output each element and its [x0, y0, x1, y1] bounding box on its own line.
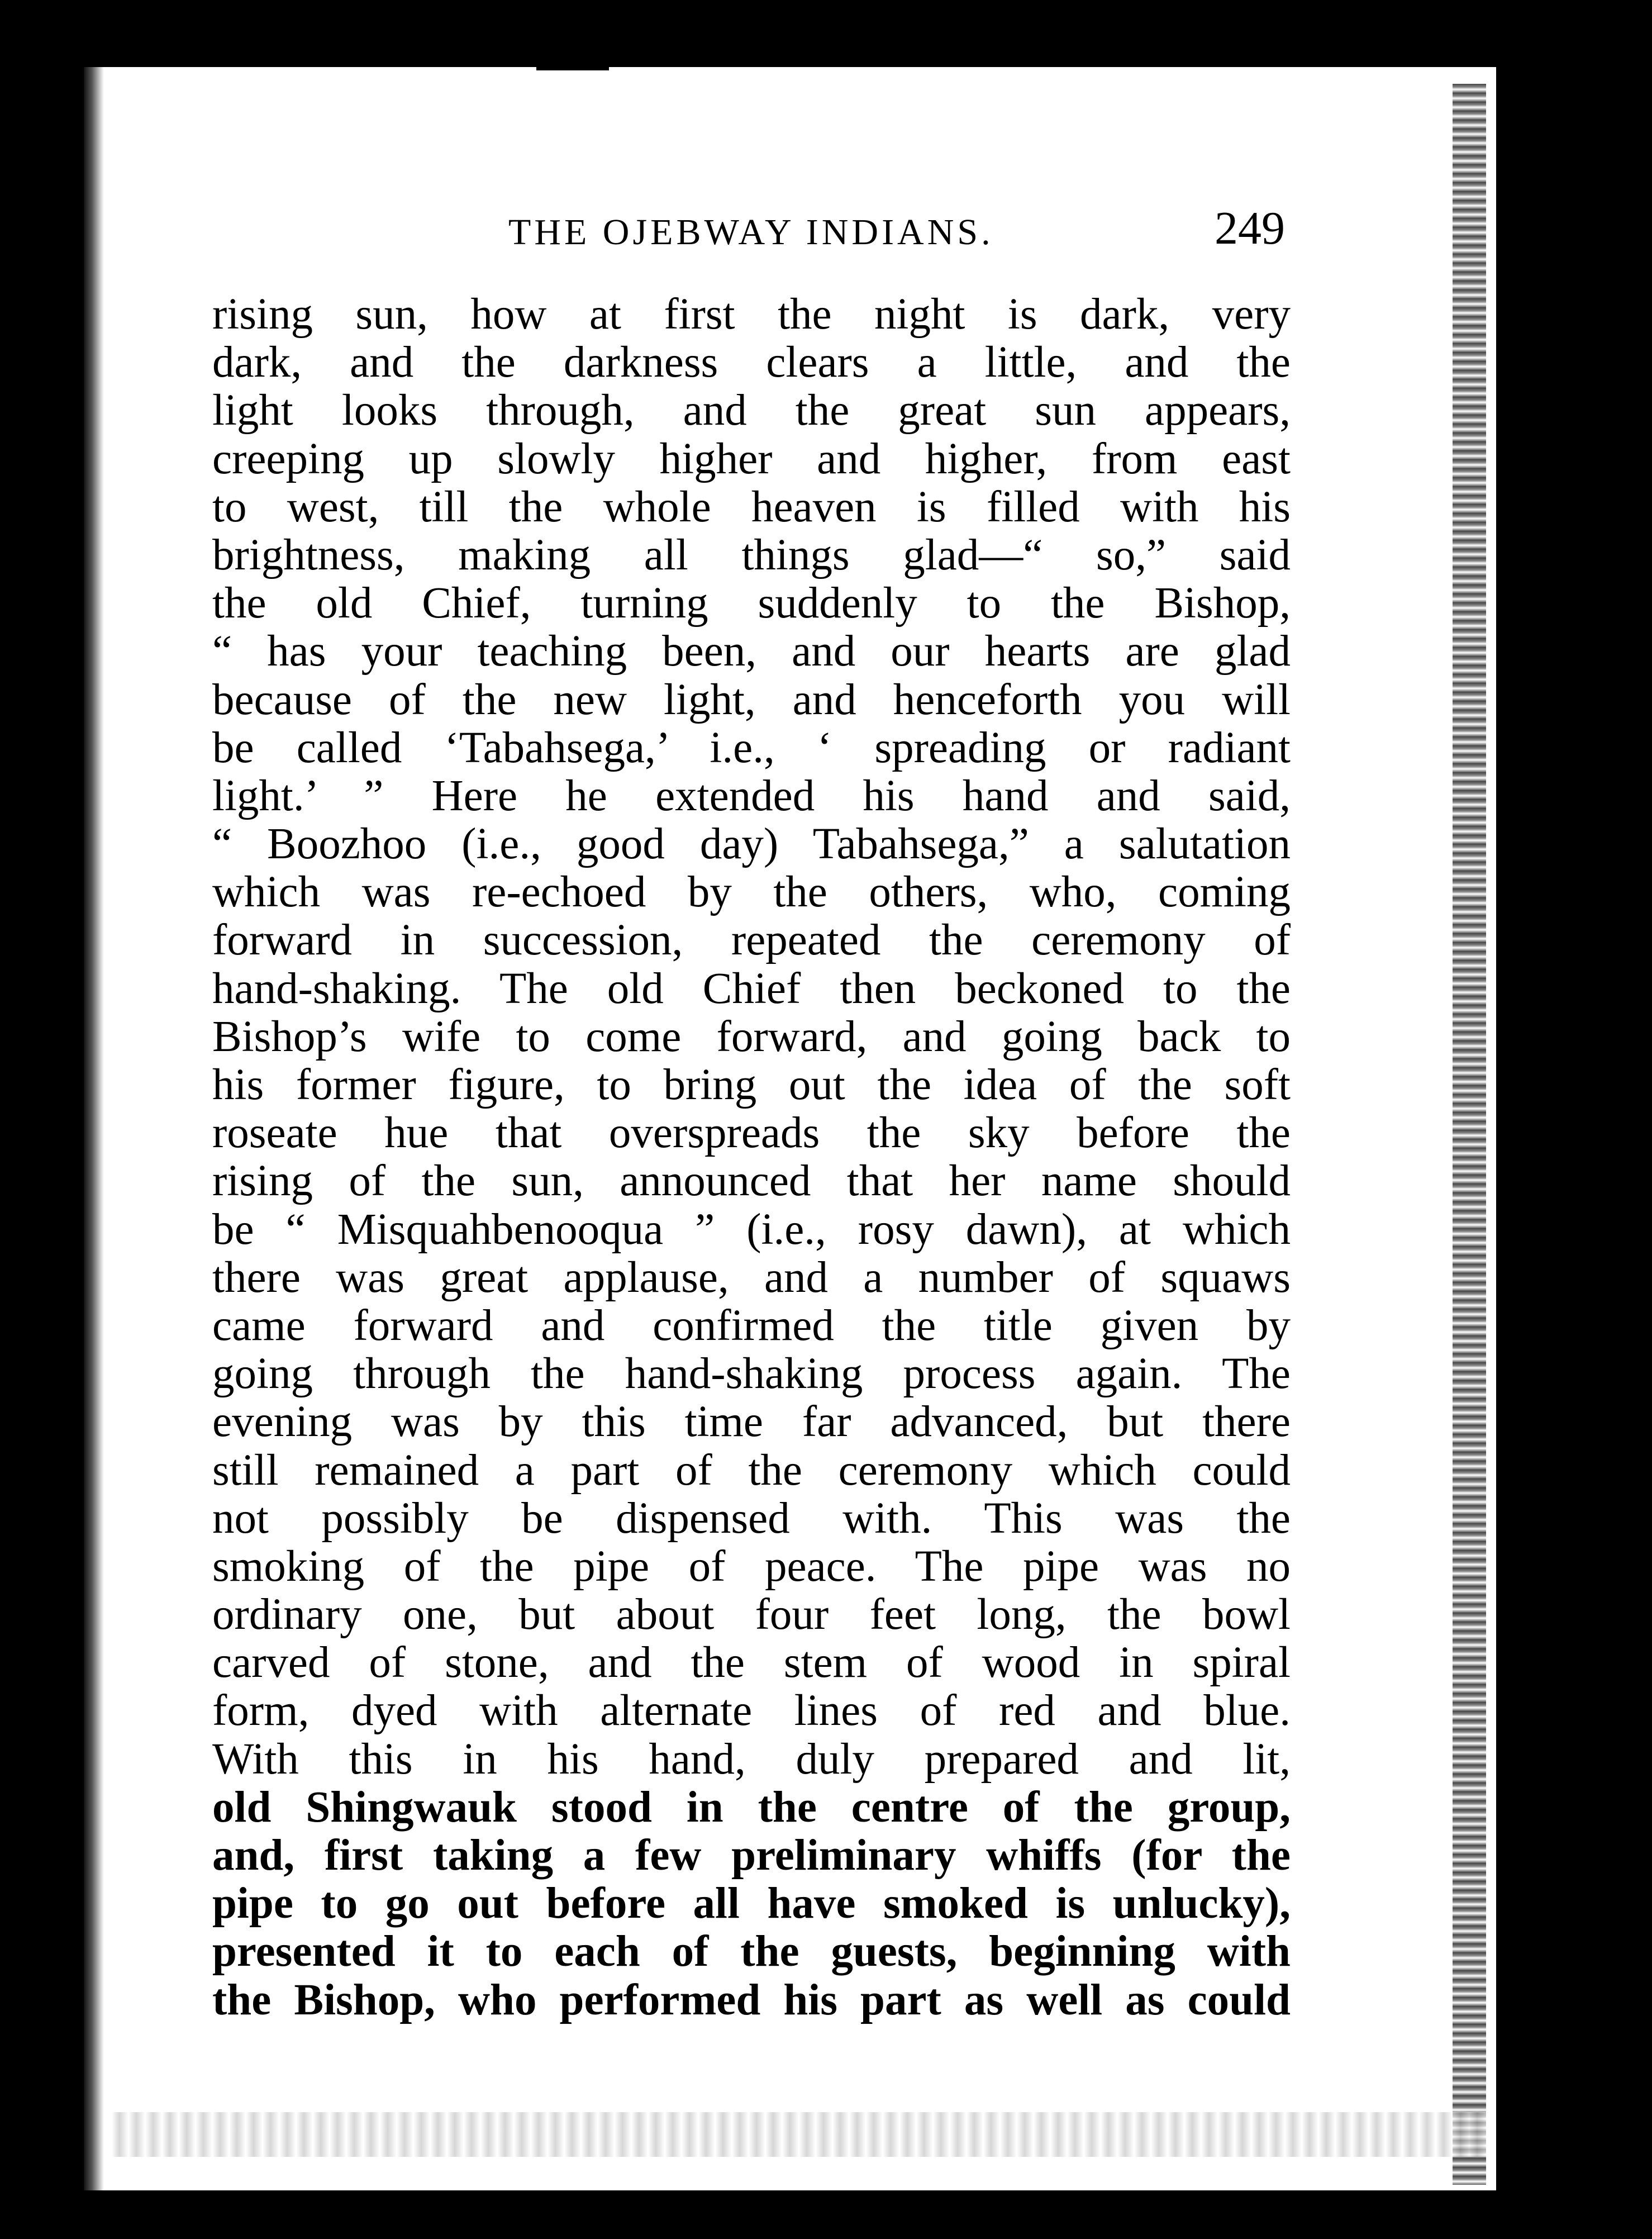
text-line: “ Boozhoo (i.e., good day) Tabahsega,” a salutation — [212, 820, 1291, 869]
page-header — [218, 201, 1285, 263]
text-line: “ has your teaching been, and our hearts are glad — [212, 627, 1291, 676]
text-line: came forward and confirmed the title given by — [212, 1301, 1291, 1350]
text-line: going through the hand-shaking process again. The — [212, 1349, 1291, 1399]
text-line: there was great applause, and a number of squaws — [212, 1253, 1291, 1302]
text-line: be “ Misquahbenooqua ” (i.e., rosy dawn), at which — [212, 1205, 1291, 1254]
text-line: evening was by this time far advanced, but there — [212, 1397, 1291, 1447]
text-line: presented it to each of the guests, beginning with — [212, 1927, 1291, 1976]
text-line: which was re-echoed by the others, who, coming — [212, 868, 1291, 917]
text-line: roseate hue that overspreads the sky before the — [212, 1109, 1291, 1158]
text-line: old Shingwauk stood in the centre of the group, — [212, 1782, 1291, 1832]
text-line: creeping up slowly higher and higher, from east — [212, 434, 1291, 483]
top-rule — [536, 66, 609, 70]
text-line: Bishop’s wife to come forward, and going back to — [212, 1012, 1291, 1061]
text-line: rising of the sun, announced that her name should — [212, 1157, 1291, 1206]
page-right-edge — [1453, 84, 1486, 2185]
text-line: because of the new light, and henceforth you will — [212, 675, 1291, 724]
text-line: not possibly be dispensed with. This was the — [212, 1494, 1291, 1543]
page-bottom-edge — [112, 2112, 1486, 2157]
text-line: the old Chief, turning suddenly to the Bishop, — [212, 579, 1291, 628]
text-line: form, dyed with alternate lines of red and blue. — [212, 1686, 1291, 1736]
text-line: ordinary one, but about four feet long, the bowl — [212, 1590, 1291, 1639]
text-line: dark, and the darkness clears a little, and the — [212, 338, 1291, 387]
text-line: smoking of the pipe of peace. The pipe was no — [212, 1542, 1291, 1591]
text-line: still remained a part of the ceremony which could — [212, 1446, 1291, 1495]
text-line: light looks through, and the great sun appears, — [212, 386, 1291, 435]
text-line: forward in succession, repeated the ceremony of — [212, 916, 1291, 965]
text-line: light.’ ” Here he extended his hand and said, — [212, 771, 1291, 820]
text-line: carved of stone, and the stem of wood in spiral — [212, 1638, 1291, 1687]
text-line: to west, till the whole heaven is filled with his — [212, 482, 1291, 531]
text-line: the Bishop, who performed his part as well as could — [212, 1975, 1291, 2024]
body-text — [212, 291, 1291, 2024]
text-line: and, first taking a few preliminary whiffs (for the — [212, 1831, 1291, 1880]
text-line: With this in his hand, duly prepared and lit, — [212, 1734, 1291, 1784]
running-title: THE OJEBWAY INDIANS. — [508, 212, 994, 253]
page-left-edge — [84, 67, 104, 2190]
text-line: pipe to go out before all have smoked is unlucky), — [212, 1879, 1291, 1928]
text-line: hand-shaking. The old Chief then beckoned to the — [212, 964, 1291, 1013]
text-line: rising sun, how at first the night is dark, very — [212, 290, 1291, 339]
text-line: be called ‘Tabahsega,’ i.e., ‘ spreading or radiant — [212, 723, 1291, 772]
text-line: brightness, making all things glad—“ so,” said — [212, 530, 1291, 579]
page-number: 249 — [1215, 202, 1285, 254]
text-line: his former figure, to bring out the idea of the soft — [212, 1061, 1291, 1109]
